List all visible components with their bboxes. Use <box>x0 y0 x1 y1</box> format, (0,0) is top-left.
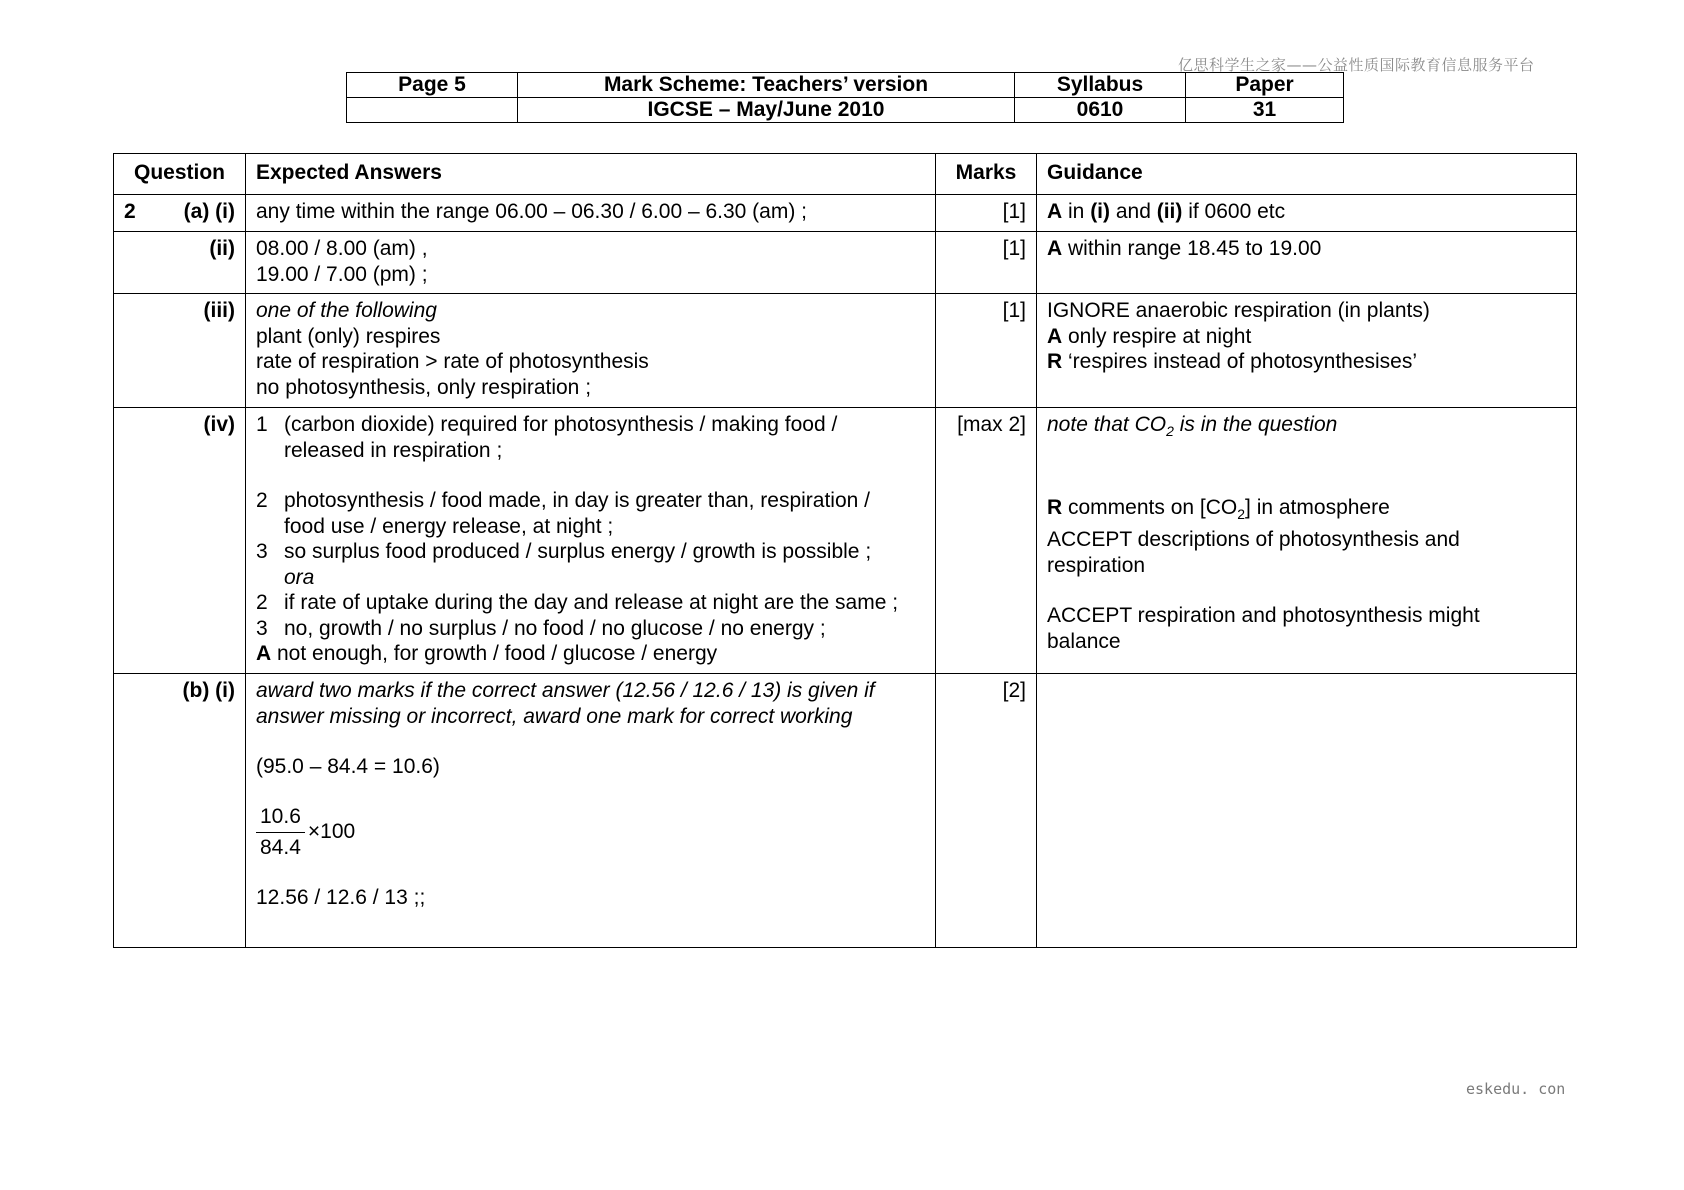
numerator: 10.6 <box>256 805 305 833</box>
empty-cell <box>347 98 518 123</box>
guidance-text: if 0600 etc <box>1182 200 1286 223</box>
spacer <box>1047 470 1566 495</box>
question-cell <box>114 195 246 232</box>
accept-label: A <box>1047 237 1063 260</box>
question-cell: (iii) <box>114 294 246 408</box>
answer-line: 19.00 / 7.00 (pm) ; <box>256 262 428 286</box>
list-item <box>256 488 925 539</box>
spacer <box>256 729 925 754</box>
reject-label: R <box>1047 495 1063 519</box>
guidance-cell <box>1037 195 1577 232</box>
guidance-line: balance <box>1047 629 1121 653</box>
question-cell: (ii) <box>114 232 246 294</box>
subscript: 2 <box>1166 423 1174 440</box>
answer-cell <box>246 294 936 408</box>
marks-cell: [max 2] <box>936 408 1037 674</box>
guidance-line <box>1047 324 1566 350</box>
answers-header: Expected Answers <box>246 154 936 195</box>
fraction <box>256 805 305 860</box>
exam-session: IGCSE – May/June 2010 <box>518 98 1015 123</box>
list-item <box>256 590 925 616</box>
mark-scheme-table <box>113 153 1577 948</box>
item-number: 2 <box>256 591 268 614</box>
guidance-line: IGNORE anaerobic respiration (in plants) <box>1047 299 1430 322</box>
calculation: (95.0 – 84.4 = 10.6) <box>256 755 440 778</box>
answer-line: rate of respiration > rate of photosynthesis <box>256 350 649 373</box>
accept-label: A <box>1047 324 1063 348</box>
table-row <box>114 294 1577 408</box>
spacer <box>256 780 925 805</box>
spacer <box>256 463 925 488</box>
marks-cell: [2] <box>936 674 1037 948</box>
guidance-text: only respire at night <box>1062 324 1252 348</box>
answer-line: 08.00 / 8.00 (am) , <box>256 237 428 260</box>
marks-cell: [1] <box>936 294 1037 408</box>
answer-cell <box>246 195 936 232</box>
part-ref: (i) <box>1090 200 1111 223</box>
guidance-text: note that CO <box>1047 413 1167 436</box>
denominator: 84.4 <box>260 835 301 859</box>
answer-line <box>256 641 925 667</box>
guidance-line: ACCEPT respiration and photosynthesis might <box>1047 604 1480 628</box>
item-number: 2 <box>256 489 268 512</box>
item-number: 1 <box>256 413 268 436</box>
list-item <box>256 412 925 463</box>
accept-label: A <box>1047 200 1063 223</box>
marks-header: Marks <box>936 154 1037 195</box>
guidance-cell <box>1037 674 1577 948</box>
table-row <box>114 232 1577 294</box>
multiplier: ×100 <box>307 819 356 843</box>
item-text: so surplus food produced / surplus energy / growth is possible ; <box>284 540 872 563</box>
answer-intro: one of the following <box>256 299 437 322</box>
answer-line: no photosynthesis, only respiration ; <box>256 375 592 399</box>
item-text: (carbon dioxide) required for photosynthesis / making food / <box>284 413 838 436</box>
watermark-top: 亿思科学生之家——公益性质国际教育信息服务平台 <box>1178 56 1535 74</box>
guidance-text: is in the question <box>1173 413 1338 436</box>
guidance-line <box>1047 349 1566 375</box>
guidance-cell <box>1037 232 1577 294</box>
answer-text: any time within the range 06.00 – 06.30 / 6.00 – 6.30 (am) ; <box>256 200 808 223</box>
watermark-bottom: eskedu. con <box>1466 1080 1566 1098</box>
item-number: 3 <box>256 540 268 563</box>
accept-label: A <box>256 642 272 665</box>
question-part: (a) (i) <box>183 200 235 223</box>
guidance-text: ] in atmosphere <box>1245 495 1390 519</box>
item-number: 3 <box>256 616 268 640</box>
table-row <box>114 674 1577 948</box>
guidance-line <box>1047 495 1566 528</box>
syllabus-code: 0610 <box>1015 98 1186 123</box>
guidance-header: Guidance <box>1037 154 1577 195</box>
spacer <box>256 860 925 885</box>
guidance-line: respiration <box>1047 553 1146 577</box>
marking-instruction: award two marks if the correct answer (12.56 / 12.6 / 13) is given if <box>256 679 875 702</box>
item-text: if rate of uptake during the day and release at night are the same ; <box>284 591 899 614</box>
guidance-cell <box>1037 294 1577 408</box>
guidance-text: comments on [CO <box>1062 495 1238 519</box>
guidance-text: in <box>1062 200 1091 223</box>
answer-text: not enough, for growth / food / glucose / energy <box>271 642 718 665</box>
marking-instruction: answer missing or incorrect, award one mark for correct working <box>256 704 853 728</box>
marks-cell: [1] <box>936 195 1037 232</box>
answer-cell <box>246 232 936 294</box>
guidance-text: within range 18.45 to 19.00 <box>1062 237 1322 260</box>
guidance-cell <box>1037 408 1577 674</box>
paper-number: 31 <box>1186 98 1344 123</box>
question-header: Question <box>114 154 246 195</box>
list-item <box>256 616 925 642</box>
item-text: photosynthesis / food made, in day is greater than, respiration / <box>284 489 871 512</box>
question-cell: (iv) <box>114 408 246 674</box>
paper-label: Paper <box>1186 73 1344 98</box>
guidance-note <box>1047 412 1566 445</box>
item-text: no, growth / no surplus / no food / no glucose / no energy ; <box>284 616 826 640</box>
fraction-expression <box>256 805 925 860</box>
question-number: 2 <box>124 200 136 223</box>
spacer <box>1047 445 1566 470</box>
table-row <box>114 195 1577 232</box>
reject-label: R <box>1047 350 1063 373</box>
answer-line: plant (only) respires <box>256 324 441 348</box>
item-continuation: food use / energy release, at night ; <box>284 514 614 538</box>
answer-cell <box>246 674 936 948</box>
subscript: 2 <box>1237 505 1246 522</box>
list-item <box>256 539 925 590</box>
guidance-text: ‘respires instead of photosynthesises’ <box>1062 350 1418 373</box>
item-continuation: ora <box>284 565 315 589</box>
syllabus-label: Syllabus <box>1015 73 1186 98</box>
guidance-text: and <box>1110 200 1157 223</box>
document-title: Mark Scheme: Teachers’ version <box>518 73 1015 98</box>
marks-cell: [1] <box>936 232 1037 294</box>
part-ref: (ii) <box>1156 200 1183 223</box>
final-answer: 12.56 / 12.6 / 13 ;; <box>256 885 426 909</box>
answer-cell <box>246 408 936 674</box>
question-cell: (b) (i) <box>114 674 246 948</box>
guidance-line: ACCEPT descriptions of photosynthesis and <box>1047 528 1460 552</box>
table-header-row <box>114 154 1577 195</box>
page-header-table <box>346 72 1344 123</box>
spacer <box>1047 578 1566 603</box>
item-continuation: released in respiration ; <box>284 438 503 462</box>
page-number: Page 5 <box>347 73 518 98</box>
table-row <box>114 408 1577 674</box>
